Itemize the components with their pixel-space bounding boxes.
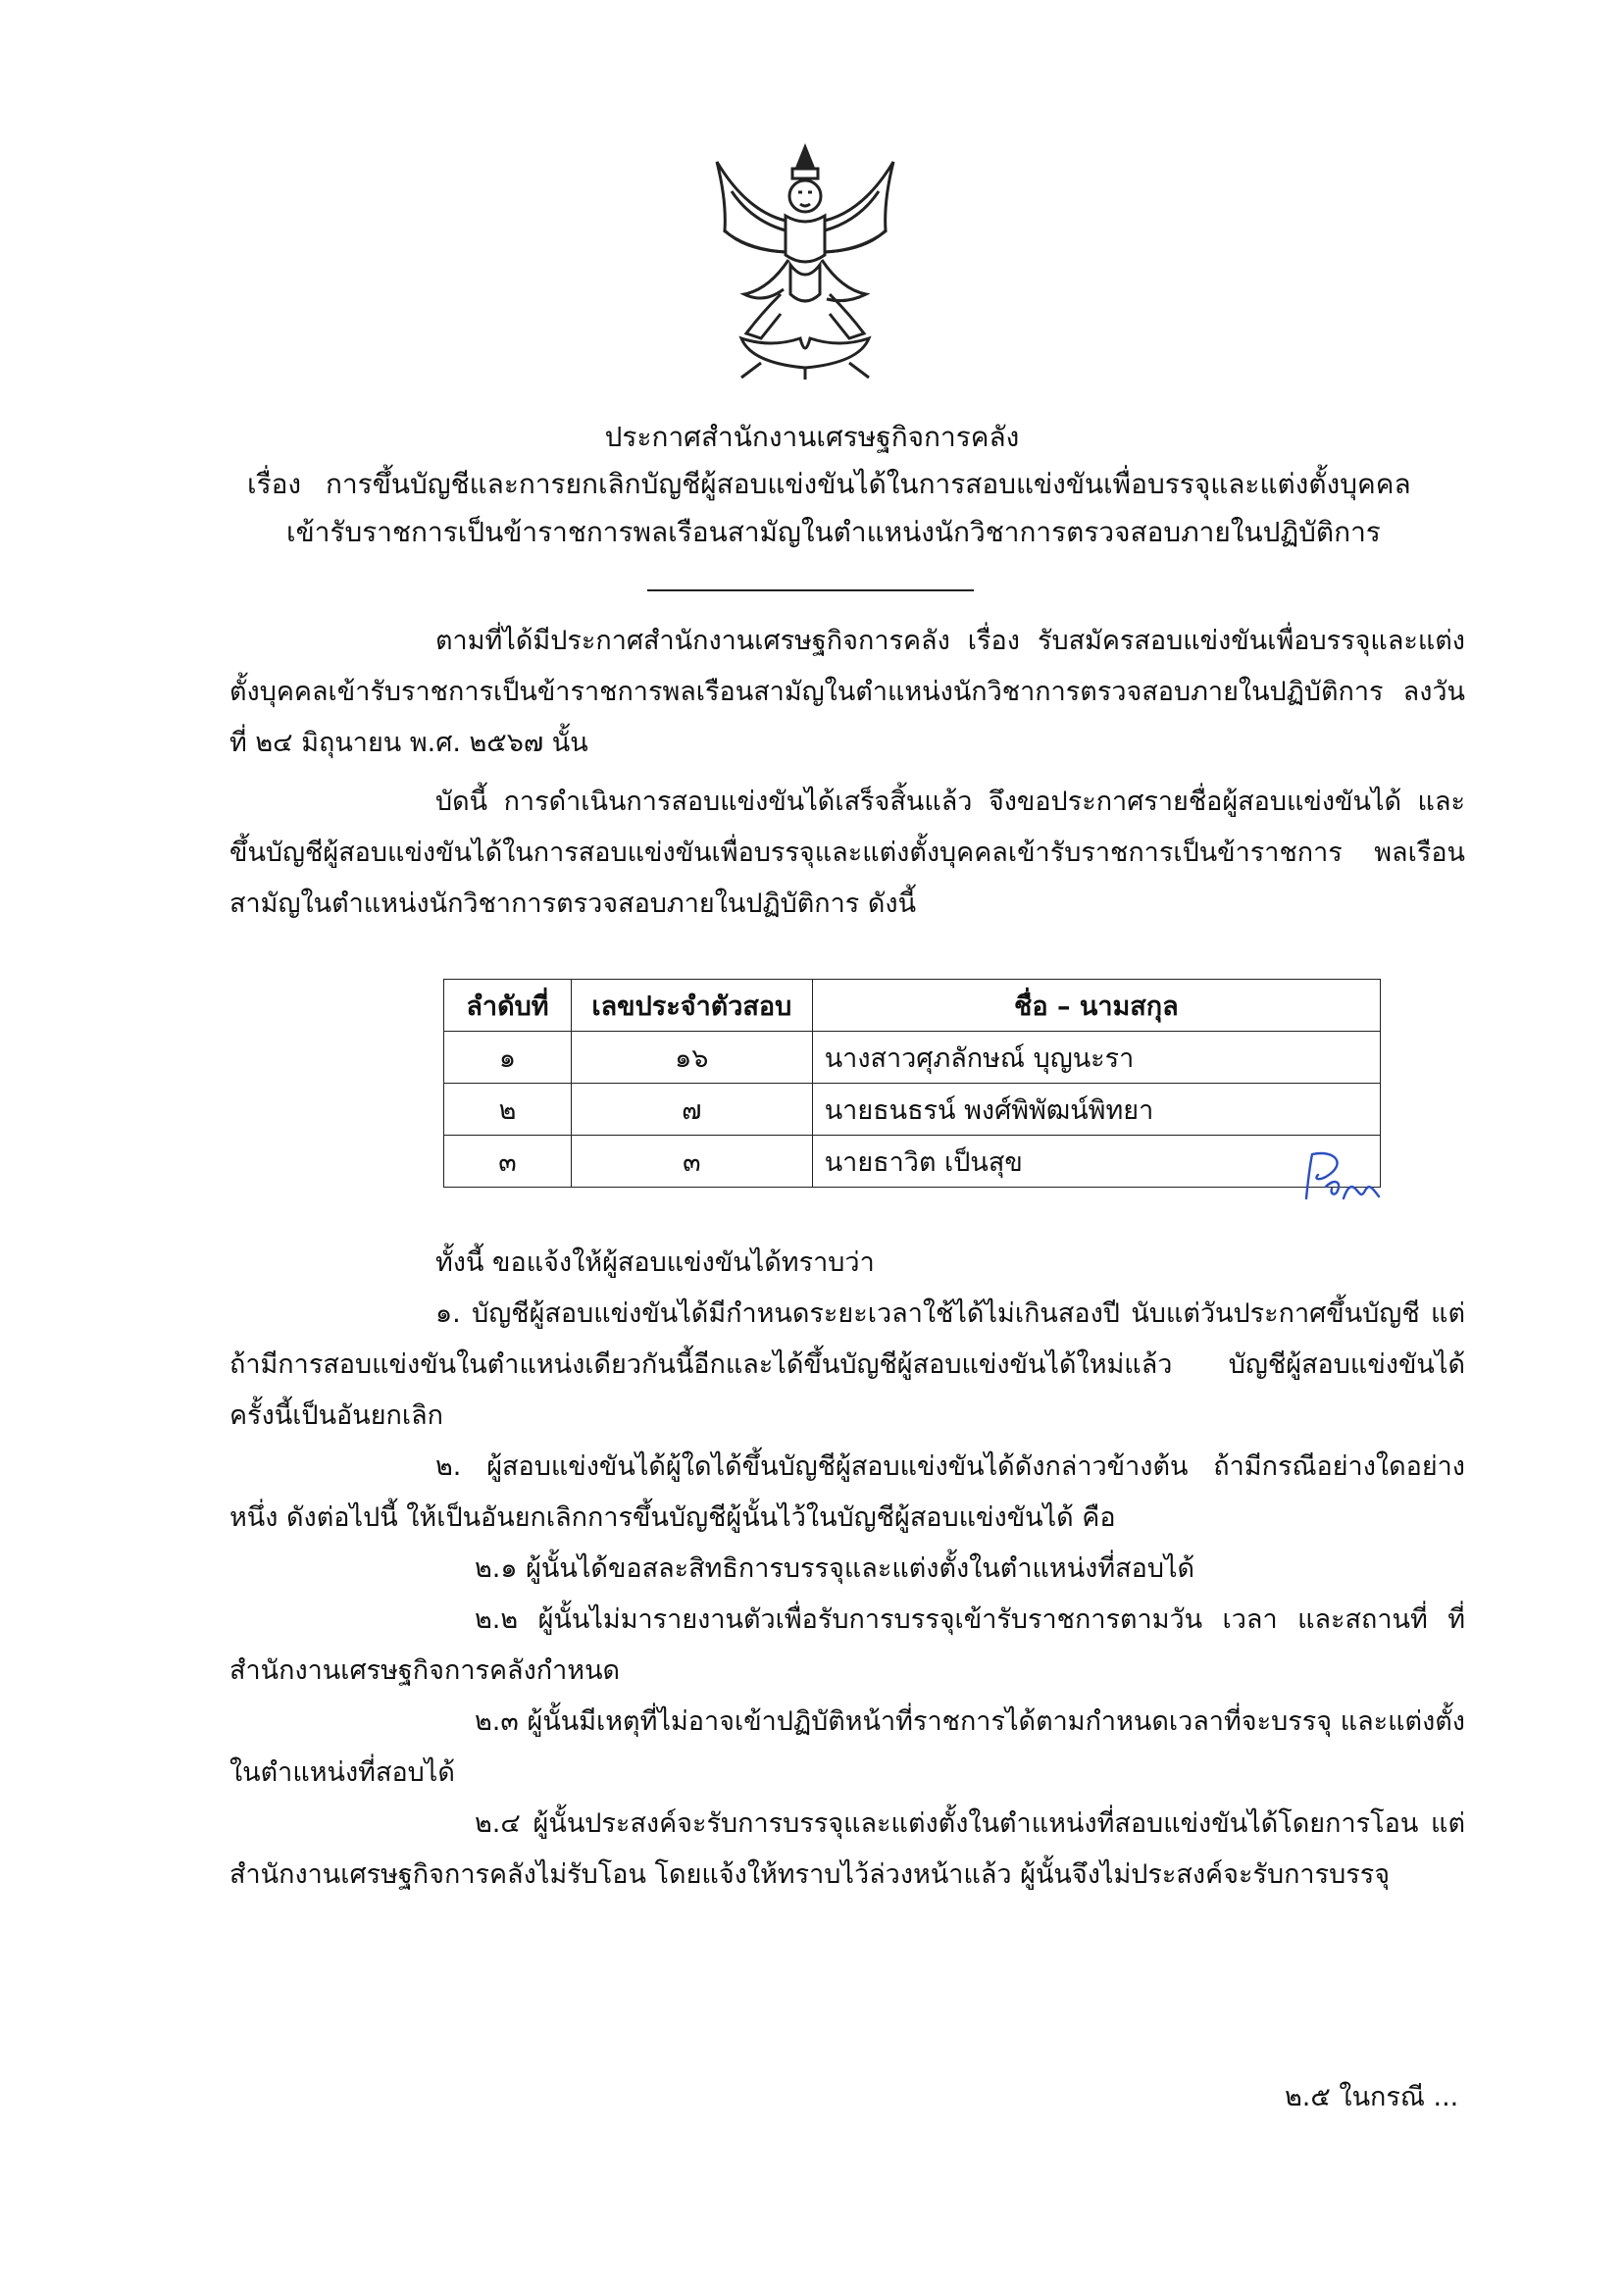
- candidate-table: [443, 979, 1381, 1188]
- title-divider: [647, 589, 974, 591]
- table-row: [444, 1032, 1381, 1084]
- notice-item-1: [229, 1289, 1465, 1442]
- subject-label: เรื่อง: [247, 468, 302, 500]
- notice-item-2-4: [229, 1799, 1465, 1901]
- table-row: [444, 1136, 1381, 1188]
- paragraph-announcement-text: บัดนี้ การดำเนินการสอบแข่งขันได้เสร็จสิ้นแล้ว จึงขอประกาศรายชื่อผู้สอบแข่งขันได้ และขึ้นบัญชีผู้สอบแข่งขันได้ในการสอบแข่งขันเพื่อบรรจุและแต่งตั้งบุคคลเข้ารับราชการเป็นข้าราชการ พลเรือนสามัญในตำแหน่งนักวิชาการตรวจสอบภายในปฏิบัติการ ดังนี้: [229, 787, 1465, 919]
- header-full-name: ชื่อ – นามสกุล: [812, 980, 1380, 1032]
- header-order: ลำดับที่: [444, 980, 572, 1032]
- paragraph-reference: [229, 616, 1465, 769]
- notice-intro: ทั้งนี้ ขอแจ้งให้ผู้สอบแข่งขันได้ทราบว่า: [435, 1247, 875, 1278]
- garuda-emblem-icon: [702, 137, 908, 382]
- table-row: [444, 1084, 1381, 1136]
- notice-item-2-1-text: ๒.๑ ผู้นั้นได้ขอสละสิทธิการบรรจุและแต่งตั้งในตำแหน่งที่สอบได้: [475, 1553, 1195, 1584]
- cell-order: ๒: [444, 1084, 572, 1136]
- header-exam-id: เลขประจำตัวสอบ: [571, 980, 812, 1032]
- paragraph-reference-text: ตามที่ได้มีประกาศสำนักงานเศรษฐกิจการคลัง เรื่อง รับสมัครสอบแข่งขันเพื่อบรรจุและแต่งตั้งบุคคลเข้ารับราชการเป็นข้าราชการพลเรือนสามัญในตำแหน่งนักวิชาการตรวจสอบภายในปฏิบัติการ ลงวันที่ ๒๔ มิถุนายน พ.ศ. ๒๕๖๗ นั้น: [229, 626, 1465, 758]
- subject-line-2: เข้ารับราชการเป็นข้าราชการพลเรือนสามัญในตำแหน่งนักวิชาการตรวจสอบภายในปฏิบัติการ: [286, 516, 1381, 548]
- cell-order: ๑: [444, 1032, 572, 1084]
- notice-item-2-3: [229, 1697, 1465, 1799]
- notice-item-2-2-text: ๒.๒ ผู้นั้นไม่มารายงานตัวเพื่อรับการบรรจุเข้ารับราชการตามวัน เวลา และสถานที่ ที่สำนักงานเศรษฐกิจการคลังกำหนด: [229, 1604, 1465, 1686]
- subject-line-1: การขึ้นบัญชีและการยกเลิกบัญชีผู้สอบแข่งขันได้ในการสอบแข่งขันเพื่อบรรจุและแต่งตั้งบุคคล: [326, 468, 1411, 500]
- signature-initials-icon: [1296, 1149, 1385, 1208]
- notice-item-2-3-text: ๒.๓ ผู้นั้นมีเหตุที่ไม่อาจเข้าปฏิบัติหน้าที่ราชการได้ตามกำหนดเวลาที่จะบรรจุ และแต่งตั้งในตำแหน่งที่สอบได้: [229, 1706, 1465, 1788]
- cell-exam-id: ๗: [571, 1084, 812, 1136]
- cell-exam-id: ๓: [571, 1136, 812, 1188]
- notice-item-2-1: [229, 1544, 1465, 1595]
- table-header-row: [444, 980, 1381, 1032]
- cell-full-name: นายธาวิต เป็นสุข: [812, 1136, 1380, 1188]
- cell-order: ๓: [444, 1136, 572, 1188]
- notice-item-1-text: ๑. บัญชีผู้สอบแข่งขันได้มีกำหนดระยะเวลาใช้ได้ไม่เกินสองปี นับแต่วันประกาศขึ้นบัญชี แต่ถ้ามีการสอบแข่งขันในตำแหน่งเดียวกันนี้อีกและได้ขึ้นบัญชีผู้สอบแข่งขันได้ใหม่แล้ว บัญชีผู้สอบแข่งขันได้ ครั้งนี้เป็นอันยกเลิก: [229, 1298, 1465, 1431]
- notice-item-2: [229, 1442, 1465, 1544]
- notice-item-2-2: [229, 1595, 1465, 1697]
- cell-full-name: นางสาวศุภลักษณ์ บุญนะรา: [812, 1032, 1380, 1084]
- announcement-title: ประกาศสำนักงานเศรษฐกิจการคลัง: [604, 421, 1020, 453]
- paragraph-announcement: [229, 777, 1465, 930]
- page-continuation: ๒.๕ ในกรณี ...: [1285, 2082, 1459, 2112]
- cell-exam-id: ๑๖: [571, 1032, 812, 1084]
- notice-item-2-text: ๒. ผู้สอบแข่งขันได้ผู้ใดได้ขึ้นบัญชีผู้สอบแข่งขันได้ดังกล่าวข้างต้น ถ้ามีกรณีอย่างใดอย่างหนึ่ง ดังต่อไปนี้ ให้เป็นอันยกเลิกการขึ้นบัญชีผู้นั้นไว้ในบัญชีผู้สอบแข่งขันได้ คือ: [229, 1451, 1465, 1533]
- cell-full-name: นายธนธรน์ พงศ์พิพัฒน์พิทยา: [812, 1084, 1380, 1136]
- notice-item-2-4-text: ๒.๔ ผู้นั้นประสงค์จะรับการบรรจุและแต่งตั้งในตำแหน่งที่สอบแข่งขันได้โดยการโอน แต่สำนักงานเศรษฐกิจการคลังไม่รับโอน โดยแจ้งให้ทราบไว้ล่วงหน้าแล้ว ผู้นั้นจึงไม่ประสงค์จะรับการบรรจุ: [229, 1808, 1465, 1890]
